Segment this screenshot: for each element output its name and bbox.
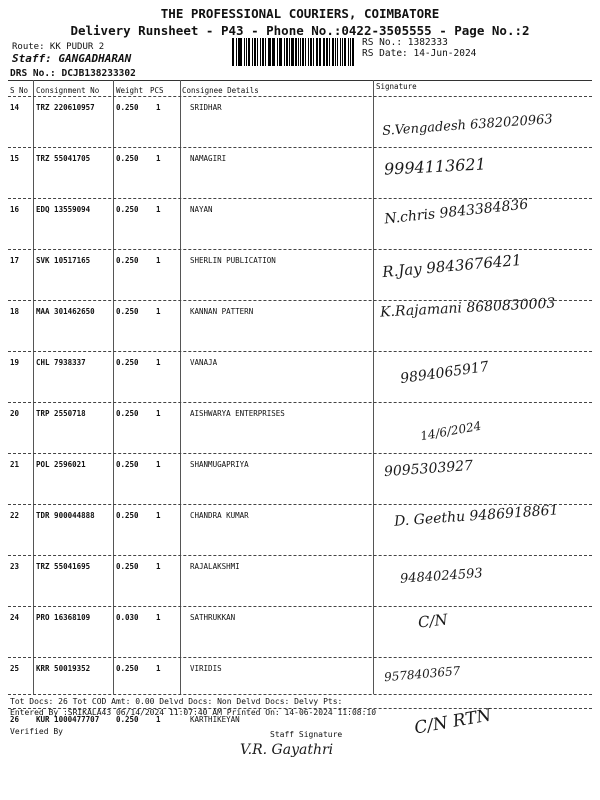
row-consignment-no: CHL 7938337	[36, 358, 86, 367]
row-consignment-no: TRZ 55041705	[36, 154, 91, 163]
row-weight: 0.250	[116, 409, 139, 418]
row-sno: 21	[10, 460, 20, 469]
row-consignee: RAJALAKSHMI	[190, 562, 240, 571]
row-weight: 0.250	[116, 511, 139, 520]
col-signature: Signature	[376, 82, 417, 91]
row-pcs: 1	[156, 256, 161, 265]
row-pcs: 1	[156, 205, 161, 214]
row-sno: 19	[10, 358, 20, 367]
table-row	[8, 351, 592, 403]
row-pcs: 1	[156, 154, 161, 163]
recipient-signature: 9894065917	[399, 358, 490, 388]
col-consignee: Consignee Details	[182, 86, 259, 95]
row-sno: 25	[10, 664, 20, 673]
row-weight: 0.250	[116, 307, 139, 316]
col-weight: Weight	[116, 86, 144, 95]
col-pcs: PCS	[150, 86, 164, 95]
row-pcs: 1	[156, 358, 161, 367]
row-pcs: 1	[156, 511, 161, 520]
row-consignee: NAMAGIRI	[190, 154, 227, 163]
row-consignee: VIRIDIS	[190, 664, 222, 673]
row-pcs: 1	[156, 103, 161, 112]
table-row	[8, 606, 592, 658]
row-consignment-no: TRZ 220610957	[36, 103, 95, 112]
row-pcs: 1	[156, 613, 161, 622]
row-consignee: SHERLIN PUBLICATION	[190, 256, 276, 265]
row-sno: 24	[10, 613, 20, 622]
row-pcs: 1	[156, 562, 161, 571]
row-sno: 20	[10, 409, 20, 418]
table-row	[8, 555, 592, 607]
rs-date: RS Date: 14-Jun-2024	[362, 48, 477, 59]
table-row	[8, 147, 592, 199]
row-consignment-no: KRR 50019352	[36, 664, 91, 673]
row-consignee: SHANMUGAPRIYA	[190, 460, 249, 469]
row-consignee: KANNAN PATTERN	[190, 307, 254, 316]
drs-number: DRS No.: DCJB138233302	[10, 68, 136, 79]
row-weight: 0.250	[116, 715, 139, 724]
row-consignment-no: SVK 10517165	[36, 256, 91, 265]
recipient-signature: 9994113621	[383, 154, 487, 179]
row-consignment-no: PRO 16368109	[36, 613, 91, 622]
row-sno: 17	[10, 256, 20, 265]
row-consignee: AISHWARYA ENTERPRISES	[190, 409, 285, 418]
barcode	[232, 38, 356, 66]
recipient-signature: 9578403657	[383, 663, 461, 685]
row-sno: 18	[10, 307, 20, 316]
table-header	[8, 80, 592, 97]
row-consignee: SRIDHAR	[190, 103, 222, 112]
row-sno: 22	[10, 511, 20, 520]
row-weight: 0.250	[116, 664, 139, 673]
recipient-signature: C/N	[417, 610, 449, 632]
company-title: THE PROFESSIONAL COURIERS, COIMBATORE	[160, 6, 440, 21]
row-consignee: KARTHIKEYAN	[190, 715, 240, 724]
row-weight: 0.250	[116, 205, 139, 214]
col-consignment: Consignment No	[36, 86, 100, 95]
row-weight: 0.250	[116, 103, 139, 112]
recipient-signature: D. Geethu 9486918861	[393, 502, 559, 530]
recipient-signature: 9095303927	[383, 457, 474, 481]
staff-label: Staff: GANGADHARAN	[12, 52, 132, 65]
totals-line: Tot Docs: 26 Tot COD Amt: 0.00 Delvd Docs: Non Delvd Docs: Delvy Pts:	[10, 697, 343, 706]
row-consignment-no: TRP 2550718	[36, 409, 86, 418]
recipient-signature: S.Vengadesh 6382020963	[381, 112, 554, 139]
row-sno: 23	[10, 562, 20, 571]
recipient-signature: 14/6/2024	[419, 418, 483, 444]
row-weight: 0.250	[116, 154, 139, 163]
verified-by-label: Verified By	[10, 727, 63, 736]
row-consignment-no: TRZ 55041695	[36, 562, 91, 571]
table-row	[8, 453, 592, 505]
row-consignment-no: POL 2596021	[36, 460, 86, 469]
row-weight: 0.250	[116, 256, 139, 265]
row-consignment-no: TDR 900044888	[36, 511, 95, 520]
staff-signature-label: Staff Signature	[270, 730, 343, 739]
row-sno: 14	[10, 103, 20, 112]
row-consignee: CHANDRA KUMAR	[190, 511, 249, 520]
row-weight: 0.250	[116, 460, 139, 469]
row-pcs: 1	[156, 409, 161, 418]
row-sno: 16	[10, 205, 20, 214]
staff-handwritten-signature: V.R. Gayathri	[240, 742, 334, 758]
row-consignee: VANAJA	[190, 358, 218, 367]
row-consignment-no: MAA 301462650	[36, 307, 95, 316]
row-consignee: SATHRUKKAN	[190, 613, 236, 622]
route-label: Route: KK PUDUR 2	[12, 42, 105, 52]
recipient-signature: C/N RTN	[412, 705, 493, 739]
rs-number: RS No.: 1382333	[362, 37, 448, 48]
row-pcs: 1	[156, 664, 161, 673]
recipient-signature: K.Rajamani 8680830003	[379, 295, 556, 321]
row-pcs: 1	[156, 307, 161, 316]
recipient-signature: R.Jay 9843676421	[381, 250, 523, 282]
runsheet-subtitle: Delivery Runsheet - P43 - Phone No.:0422-3505555 - Page No.:2	[70, 23, 530, 38]
row-pcs: 1	[156, 715, 161, 724]
entered-by-line: Entered By :SRIKALA43 06/14/2024 11:07:40 AM Printed On: 14-06-2024 11:08:10	[10, 708, 377, 717]
recipient-signature: N.chris 9843384836	[383, 196, 529, 228]
table-row	[8, 402, 592, 454]
row-sno: 26	[10, 715, 20, 724]
recipient-signature: 9484024593	[399, 566, 484, 587]
row-weight: 0.030	[116, 613, 139, 622]
col-sno: S No	[10, 86, 29, 95]
divider	[8, 694, 592, 695]
row-pcs: 1	[156, 460, 161, 469]
row-weight: 0.250	[116, 358, 139, 367]
row-consignment-no: EDQ 13559094	[36, 205, 91, 214]
row-sno: 15	[10, 154, 20, 163]
row-weight: 0.250	[116, 562, 139, 571]
row-consignee: NAYAN	[190, 205, 213, 214]
row-consignment-no: KUR 1000477707	[36, 715, 100, 724]
